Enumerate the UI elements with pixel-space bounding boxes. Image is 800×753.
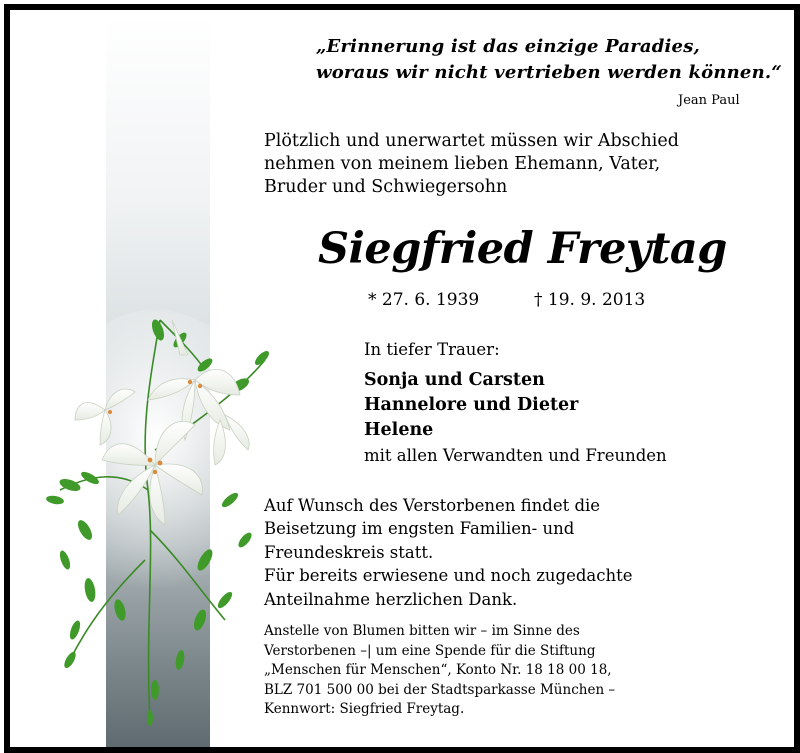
donation-line: Verstorbenen –| um eine Spende für die Stiftung: [264, 643, 596, 659]
mourner-name: Helene: [364, 420, 434, 440]
quote-author: Jean Paul: [678, 93, 740, 108]
notice-line: Auf Wunsch des Verstorbenen findet die: [264, 496, 601, 515]
lily-bouquet-image: [30, 300, 270, 730]
birth-date: * 27. 6. 1939: [368, 290, 480, 310]
quote-line-1: „Erinnerung ist das einzige Paradies,: [316, 36, 701, 57]
intro-line-1: Plötzlich und unerwartet müssen wir Abschied: [264, 131, 679, 151]
death-date: † 19. 9. 2013: [534, 290, 646, 310]
notice-line: Beisetzung im engsten Familien- und: [264, 519, 575, 538]
deceased-name: Siegfried Freytag: [318, 224, 727, 274]
notice-line: Freundeskreis statt.: [264, 543, 434, 562]
donation-line: Kennwort: Siegfried Freytag.: [264, 701, 465, 717]
notice-line: Für bereits erwiesene und noch zugedachte: [264, 566, 633, 585]
mourner-name: Hannelore und Dieter: [364, 395, 579, 415]
donation-line: Anstelle von Blumen bitten wir – im Sinne des: [264, 623, 580, 639]
obituary-frame: [4, 4, 800, 753]
mourner-name: Sonja und Carsten: [364, 370, 545, 390]
mourning-heading: In tiefer Trauer:: [364, 340, 500, 359]
relatives-line: mit allen Verwandten und Freunden: [364, 446, 667, 465]
notice-line: Anteilnahme herzlichen Dank.: [264, 590, 518, 609]
intro-line-2: nehmen von meinem lieben Ehemann, Vater,: [264, 154, 661, 174]
donation-line: „Menschen für Menschen“, Konto Nr. 18 18 00 18,: [264, 662, 612, 678]
quote-line-2: woraus wir nicht vertrieben werden können.“: [316, 62, 782, 83]
donation-line: BLZ 701 500 00 bei der Stadtsparkasse München –: [264, 682, 616, 698]
intro-line-3: Bruder und Schwiegersohn: [264, 177, 508, 197]
